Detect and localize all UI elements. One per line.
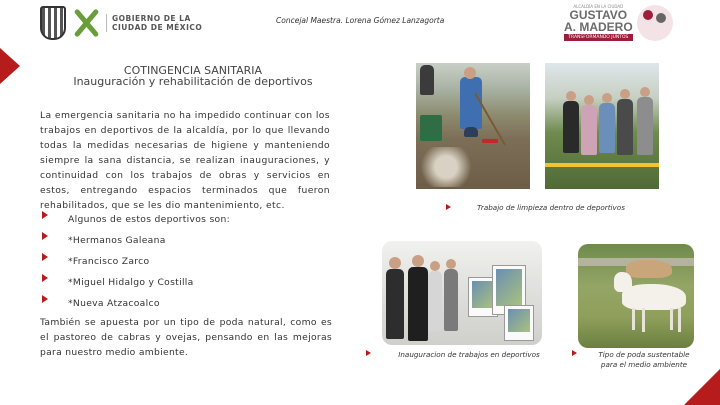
gov-logo-line2: CIUDAD DE MÉXICO xyxy=(112,23,203,32)
closing-paragraph: También se apuesta por un tipo de poda natural, como es el pastoreo de cabras y ovejas, pensando en las mejoras para nuestro medio ambiente. xyxy=(40,317,332,358)
caption-triangle-icon xyxy=(366,350,371,356)
person-head xyxy=(566,91,576,101)
person-figure xyxy=(581,105,597,155)
person-figure xyxy=(428,271,442,331)
person-figure xyxy=(444,269,458,331)
alcaldia-tagline: TRANSFORMANDO JUNTOS xyxy=(564,34,633,41)
person-head xyxy=(412,255,424,267)
photo-group-inauguration xyxy=(545,63,659,189)
alcaldia-logo-text xyxy=(564,4,633,41)
gov-logo-line1: GOBIERNO DE LA xyxy=(112,14,191,23)
bullet-triangle-icon xyxy=(42,232,48,240)
section-subtitle: Inauguración y rehabilitación de deportivos xyxy=(73,75,313,88)
bullet-triangle-icon xyxy=(42,253,48,261)
gov-logo-text xyxy=(106,14,202,32)
person-head xyxy=(446,259,456,269)
decorative-corner-bottom-right xyxy=(684,369,720,405)
bullet-triangle-icon xyxy=(42,211,48,219)
cdmx-logo xyxy=(40,6,202,40)
photo-goat-pruning xyxy=(578,244,694,348)
list-item xyxy=(40,250,330,271)
caption-cleaning: Trabajo de limpieza dentro de deportivos xyxy=(477,203,625,212)
caption-triangle-icon xyxy=(446,204,451,210)
list-item-label: Algunos de estos deportivos son: xyxy=(68,214,230,225)
person-head xyxy=(602,93,612,103)
author-name: Concejal Maestra. Lorena Gómez Lanzagorta xyxy=(276,16,445,25)
goat-head-shape xyxy=(614,272,632,292)
goat-leg xyxy=(642,308,645,332)
bullet-triangle-icon xyxy=(42,274,48,282)
goat-leg xyxy=(632,308,635,330)
person-head xyxy=(584,95,594,105)
caption-triangle-icon xyxy=(572,350,577,356)
alcaldia-emblem-icon xyxy=(637,5,673,41)
person-figure xyxy=(599,103,615,153)
photo-works-inauguration xyxy=(382,241,542,345)
trash-bin-shape xyxy=(420,115,442,141)
deportivos-list xyxy=(40,208,330,313)
alcaldia-small-text: ALCALDÍA EN LA CIUDAD xyxy=(573,4,624,9)
person-head xyxy=(640,87,650,97)
list-item xyxy=(40,229,330,250)
person-figure xyxy=(637,97,653,155)
list-item-label: *Miguel Hidalgo y Costilla xyxy=(68,277,194,288)
list-item-label: *Nueva Atzacoalco xyxy=(68,298,160,309)
ground-debris-shape xyxy=(416,147,476,187)
person-figure xyxy=(386,269,404,339)
section-title: COTINGENCIA SANITARIA xyxy=(123,64,263,77)
list-item-label: *Hermanos Galeana xyxy=(68,235,166,246)
broom-head xyxy=(482,139,498,143)
bystander-figure xyxy=(420,65,434,95)
person-head xyxy=(620,89,630,99)
person-figure xyxy=(563,101,579,153)
coat-of-arms-icon xyxy=(40,6,66,40)
caption-inauguration: Inauguracion de trabajos en deportivos xyxy=(398,350,540,359)
worker-head xyxy=(464,67,476,79)
body-paragraph: La emergencia sanitaria no ha impedido continuar con los trabajos en deportivos de la alcaldía, por lo que llevando todas la medidas necesarias de higiene y manteniendo siempre la sana distancia, se realizan inauguraciones, y continuidad con los trabajos de obras y servicios en estos, entregando espacios terminados que fueron rehabilitados, que se les dio mantenimiento, etc. xyxy=(40,110,330,211)
alcaldia-name-line1: GUSTAVO xyxy=(569,8,628,22)
alcaldia-name-line2: A. MADERO xyxy=(564,20,633,34)
alcaldia-logo xyxy=(564,4,673,41)
person-head xyxy=(389,257,401,269)
cdmx-x-icon xyxy=(72,6,100,40)
goat-brown-shape xyxy=(626,260,672,278)
photo-cleaning-work xyxy=(416,63,530,189)
goat-leg xyxy=(670,308,673,330)
caption-pruning: Tipo de poda sustentable para el medio ambiente xyxy=(598,350,690,369)
bullet-triangle-icon xyxy=(42,295,48,303)
list-item xyxy=(40,208,330,229)
exhibit-board xyxy=(504,305,534,341)
worker-legs xyxy=(464,127,478,137)
person-head xyxy=(430,261,440,271)
person-figure xyxy=(617,99,633,155)
list-item-label: *Francisco Zarco xyxy=(68,256,150,267)
list-item xyxy=(40,271,330,292)
decorative-corner-top-left xyxy=(0,48,20,84)
list-item xyxy=(40,292,330,313)
curb-line xyxy=(545,163,659,167)
goat-leg xyxy=(678,308,681,332)
person-figure xyxy=(408,267,428,341)
